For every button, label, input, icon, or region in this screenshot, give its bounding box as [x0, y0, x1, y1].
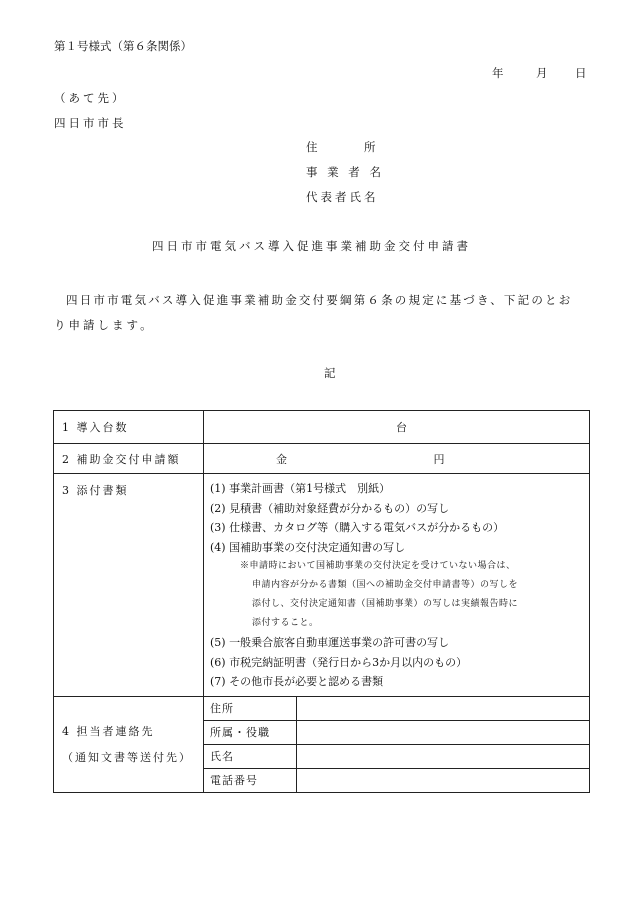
- applicant-address-label: 住 所: [306, 140, 379, 154]
- contact-label-line1: 4 担当者連絡先: [62, 725, 155, 738]
- addressee-name: 四日市市長: [54, 116, 127, 130]
- amount-field[interactable]: [204, 444, 590, 474]
- contact-field-phone-label: 電話番号: [204, 768, 297, 792]
- attachments-list: [204, 474, 590, 697]
- applicant-business-label: 事 業 者 名: [306, 165, 384, 179]
- units-row: [54, 411, 590, 444]
- contact-label: [54, 696, 204, 792]
- attachment-note-1: ※申請時において国補助事業の交付決定を受けていない場合は、: [240, 561, 516, 571]
- attachment-item-2: (2) 見積書（補助対象経費が分かるもの）の写し: [210, 501, 450, 515]
- body-text-line2: り申請します。: [54, 318, 155, 332]
- amount-row: [54, 444, 590, 474]
- attachment-note-3: 添付し、交付決定通知書（国補助事業）の写しは実績報告時に: [252, 599, 519, 609]
- application-table: [53, 410, 590, 793]
- ki-heading: 記: [324, 366, 336, 380]
- units-label: 1 導入台数: [54, 411, 204, 444]
- date-day: 日: [575, 66, 587, 80]
- contact-position-input[interactable]: [297, 720, 590, 744]
- document-title: 四日市市電気バス導入促進事業補助金交付申請書: [152, 239, 471, 253]
- attachment-note-2: 申請内容が分かる書類（国への補助金交付申請書等）の写しを: [252, 580, 519, 590]
- attachment-item-1: (1) 事業計画書（第1号様式 別紙）: [210, 482, 391, 495]
- form-number: 第１号様式（第６条関係）: [54, 39, 192, 53]
- contact-address-input[interactable]: [297, 696, 590, 720]
- contact-label-line2: （通知文書等送付先）: [62, 751, 192, 764]
- attachment-note-4: 添付すること。: [252, 618, 319, 628]
- body-text-line1: 四日市市電気バス導入促進事業補助金交付要綱第６条の規定に基づき、下記のとお: [66, 293, 573, 307]
- attachment-item-3: (3) 仕様書、カタログ等（購入する電気バスが分かるもの）: [210, 521, 505, 534]
- units-field[interactable]: [204, 411, 590, 444]
- units-unit: 台: [396, 421, 407, 434]
- amount-label: 2 補助金交付申請額: [54, 444, 204, 474]
- attachments-row: [54, 474, 590, 697]
- contact-field-position-label: 所属・役職: [204, 720, 297, 744]
- attachments-label: 3 添付書類: [54, 474, 204, 697]
- addressee-prefix: （あて先）: [54, 91, 127, 105]
- amount-kin: 金: [276, 452, 287, 466]
- amount-yen: 円: [433, 452, 445, 466]
- contact-field-name-label: 氏名: [204, 744, 297, 768]
- contact-name-input[interactable]: [297, 744, 590, 768]
- contact-phone-input[interactable]: [297, 768, 590, 792]
- date-month: 月: [536, 66, 548, 80]
- attachment-item-4: (4) 国補助事業の交付決定通知書の写し: [210, 540, 406, 554]
- contact-row-address: [54, 696, 590, 720]
- applicant-representative-label: 代表者氏名: [306, 190, 379, 204]
- attachment-item-5: (5) 一般乗合旅客自動車運送事業の許可書の写し: [210, 636, 450, 649]
- attachment-item-7: (7) その他市長が必要と認める書類: [210, 675, 384, 688]
- attachment-item-6: (6) 市税完納証明書（発行日から3か月以内のもの）: [210, 655, 468, 669]
- date-year: 年: [492, 66, 504, 80]
- contact-field-address-label: 住所: [204, 696, 297, 720]
